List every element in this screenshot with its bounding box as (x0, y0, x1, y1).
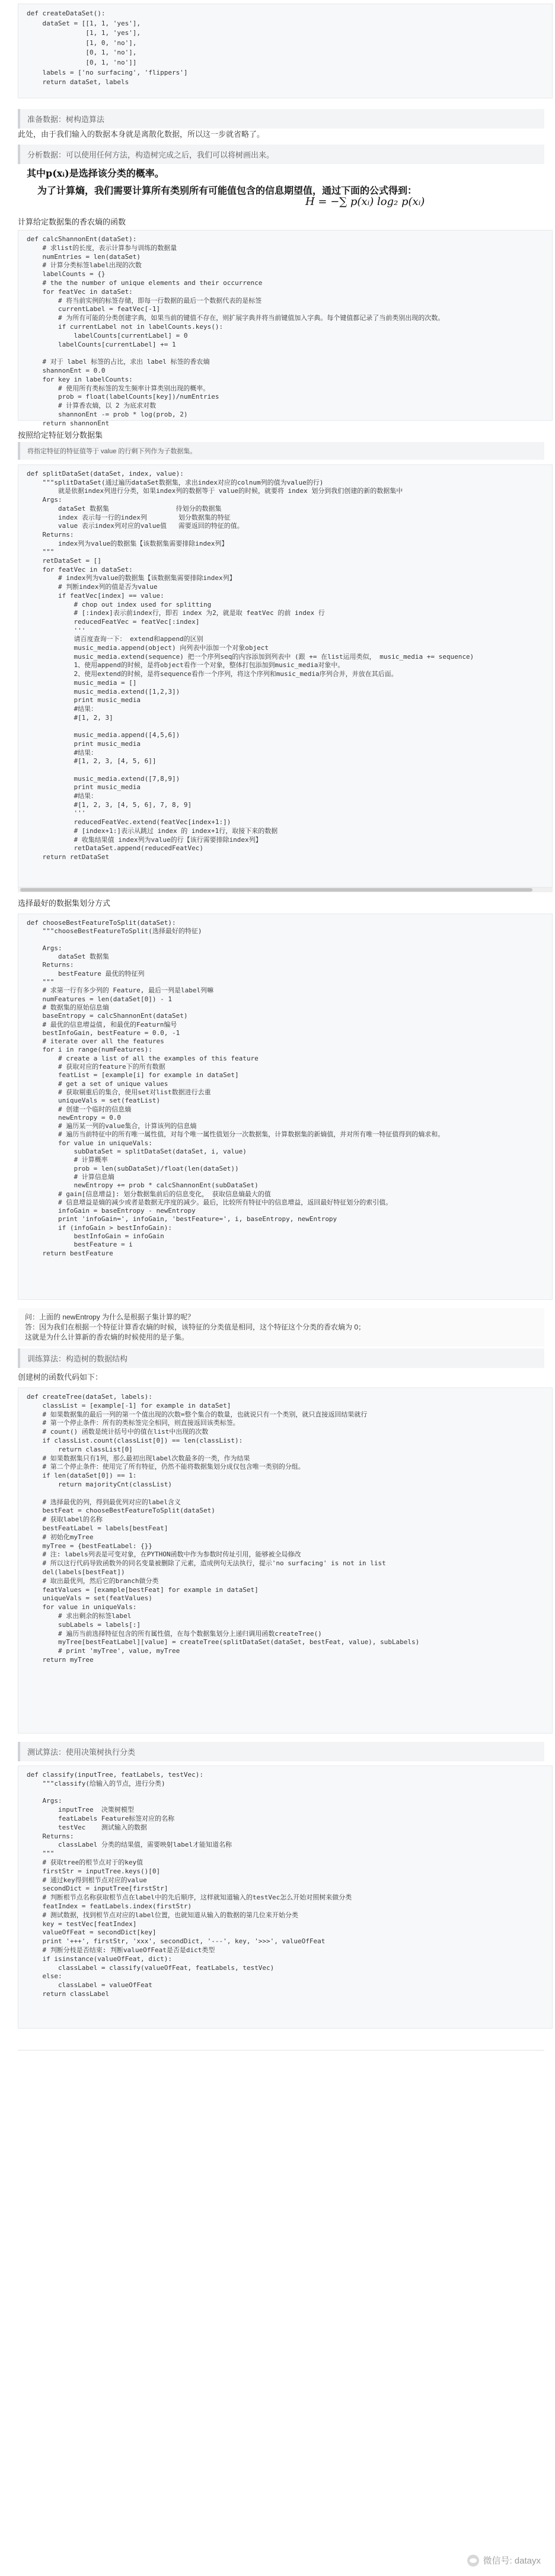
note-newentropy (18, 1308, 544, 1347)
watermark-text: 微信号: datayx (483, 2556, 541, 2566)
entropy-formula-image (27, 166, 537, 209)
code-block-create-dataset (18, 4, 553, 98)
code-text: def createTree(dataSet, labels): classList = [example[-1] for example in dataSet] # 如果数据集的最后一列的第一个值出现的次数=整个集合的数量，也就说只有一个类别，就只直接返回结果就行 # 第一个停止条件：所有的类标签完全相同，则直接返回该类标签。 # count() 函数是统计括号中的值在list中出现的次数 if classList.count(classList[0]) == len(classList): return classList[0] # 如果数据集只有1列，那么最初出现label次数最多的一类，作为结果 # 第二个停止条件：使用完了所有特征，仍然不能将数据集划分成仅包含唯一类别的分组。 if len(dataSet[0]) == 1: return majorityCnt(classList) # 选择最优的列，得到最优列对应的label含义 bestFeat = chooseBestFeatureToSplit(dataSet) # 获取label的名称 bestFeatLabel = labels[bestFeat] # 初始化myTree myTree = {bestFeatLabel: {}} # 注: labels列表是可变对象，在PYTHON函数中作为参数时传址引用，能够被全局修改 # 所以这行代码导致函数外的同名变量被删除了元素，造成例句无法执行，提示'no surfacing' is not in list del(labels[bestFeat]) # 取出最优列，然后它的branch做分类 featValues = [example[bestFeat] for example in dataSet] uniqueVals = set(featValues) for value in uniqueVals: # 求出剩余的标签label subLabels = labels[:] # 遍历当前选择特征包含的所有属性值，在每个数据集划分上递归调用函数createTree() myTree[bestFeatLabel][value] = createTree(splitDataSet(dataSet, bestFeat, value), subLabels) # print 'myTree', value, myTree return myTree (27, 1393, 420, 1664)
heading-entropy-function: 计算给定数据集的香农熵的函数 (18, 217, 126, 226)
heading-best-split: 选择最好的数据集划分方式 (18, 899, 111, 908)
code-block-best-feature (18, 914, 553, 1300)
quote-analyze-data: 分析数据：可以使用任何方法，构造树完成之后，我们可以将树画出来。 (18, 145, 544, 164)
code-text: def splitDataSet(dataSet, index, value): """splitDataSet(通过遍历dataSet数据集，求出index对应的colnum列的值为value的行) 就是依据index列进行分类，如果index列的数据等于 value的时候，就要将 index 划分到我们创建的新的数据集中 Args: dataSet 数据集 待划分的数据集 index 表示每一行的index列 划分数据集的特征 value 表示index列对应的value值 需要返回的特征的值。 Returns: index列为value的数据集【该数据集需要排除index列】 """ retDataSet = [] for featVec in dataSet: # index列为value的数据集【该数据集需要排除index列】 # 判断index列的值是否为value if featVec[index] == value: # chop out index used for splitting # [:index]表示前index行，即若 index 为2，就是取 featVec 的前 index 行 reducedFeatVec = featVec[:index] ''' 请百度查询一下： extend和append的区别 music_media.append(object) 向列表中添加一个对象object music_media.extend(sequence) 把一个序列seq的内容添加到列表中 (跟 += 在list运用类似， music_media += sequence) 1、使用append的时候，是将object看作一个对象，整体打包添加到music_media对象中。 2、使用extend的时候，是将sequence看作一个序列，将这个序列和music_media序列合并，并放在其后面。 music_media = [] music_media.extend([1,2,3]) print music_media #结果： #[1, 2, 3] music_media.append([4,5,6]) print music_media #结果： #[1, 2, 3, [4, 5, 6]] music_media.extend([7,8,9]) print music_media #结果： #[1, 2, 3, [4, 5, 6], 7, 8, 9] ''' reducedFeatVec.extend(featVec[index+1:]) # [index+1:]表示从跳过 index 的 index+1行，取接下来的数据 # 收集结果值 index列为value的行【该行需要排除index列】 retDataSet.append(reducedFeatVec) return retDataSet (27, 470, 474, 861)
quote-split-dataset: 将指定特征的特征值等于 value 的行剩下列作为子数据集。 (18, 442, 544, 460)
code-text: def chooseBestFeatureToSplit(dataSet): """chooseBestFeatureToSplit(选择最好的特征) Args: dataSet 数据集 Returns: bestFeature 最优的特征列 """ # 求第一行有多少列的 Feature, 最后一列是label列嘛 numFeatures = len(dataSet[0]) - 1 # 数据集的原始信息熵 baseEntropy = calcShannonEnt(dataSet) # 最优的信息增益值, 和最优的Featurn编号 bestInfoGain, bestFeature = 0.0, -1 # iterate over all the features for i in range(numFeatures): # create a list of all the examples of this feature # 获取对应的feature下的所有数据 featList = [example[i] for example in dataSet] # get a set of unique values # 获取剔重后的集合，使用set对list数据进行去重 uniqueVals = set(featList) # 创建一个临时的信息熵 newEntropy = 0.0 # 遍历某一列的value集合，计算该列的信息熵 # 遍历当前特征中的所有唯一属性值，对每个唯一属性值划分一次数据集，计算数据集的新熵值，并对所有唯一特征值得到的熵求和。 for value in uniqueVals: subDataSet = splitDataSet(dataSet, i, value) # 计算概率 prob = len(subDataSet)/float(len(dataSet)) # 计算信息熵 newEntropy += prob * calcShannonEnt(subDataSet) # gain[信息增益]: 划分数据集前后的信息变化， 获取信息熵最大的值 # 信息增益是熵的减少或者是数据无序度的减少。最后，比较所有特征中的信息增益，返回最好特征划分的索引值。 infoGain = baseEntropy - newEntropy print 'infoGain=', infoGain, 'bestFeature=', i, baseEntropy, newEntropy if (infoGain > bestInfoGain): bestInfoGain = infoGain bestFeature = i return bestFeature (27, 919, 445, 1257)
heading-split-dataset: 按照给定特征划分数据集 (18, 431, 103, 440)
formula-text-line1: 其中p(xᵢ)是选择该分类的概率。 (27, 168, 164, 179)
paragraph-prepare: 此处，由于我们输入的数据本身就是离散化数据，所以这一步就省略了。 (18, 130, 265, 139)
quote-prepare-data: 准备数据：树构造算法 (18, 109, 544, 129)
watermark (467, 2554, 541, 2567)
paragraph-create-tree: 创建树的函数代码如下： (18, 1373, 103, 1382)
scrollbar-thumb[interactable] (20, 888, 532, 892)
entropy-formula: H = −∑ p(xᵢ) log₂ p(xᵢ) (305, 196, 425, 208)
note-answer: 答：因为我们在根据一个特征计算香农熵的时候，该特征的分类值是相同，这个特征这个分类的香农熵为 0； (25, 1323, 366, 1331)
formula-text-line2: 为了计算熵，我们需要计算所有类别所有可能值包含的信息期望值，通过下面的公式得到： (37, 185, 417, 196)
quote-train-algorithm: 训练算法：构造树的数据结构 (18, 1348, 544, 1368)
code-block-split (18, 464, 553, 887)
code-text: def classify(inputTree, featLabels, testVec): """classify(给输入的节点，进行分类) Args: inputTree 决策树模型 featLabels Feature标签对应的名称 testVec 测试输入的数据 Returns: classLabel 分类的结果值，需要映射label才能知道名称 """ # 获取tree的根节点对于的key值 firstStr = inputTree.keys()[0] # 通过key得到根节点对应的value secondDict = inputTree[firstStr] # 判断根节点名称获取根节点在label中的先后顺序，这样就知道输入的testVec怎么开始对照树来做分类 featIndex = featLabels.index(firstStr) # 测试数据，找到根节点对应的label位置，也就知道从输入的数据的第几位来开始分类 key = testVec[featIndex] valueOfFeat = secondDict[key] print '+++', firstStr, 'xxx', secondDict, '---', key, '>>>', valueOfFeat # 判断分枝是否结束: 判断valueOfFeat是否是dict类型 if isinstance(valueOfFeat, dict): classLabel = classify(valueOfFeat, featLabels, testVec) else: classLabel = valueOfFeat return classLabel (27, 1771, 352, 1998)
code-text: def calcShannonEnt(dataSet): # 求list的长度，表示计算参与训练的数据量 numEntries = len(dataSet) # 计算分类标签label出现的次数 labelCounts = {} # the the number of unique elements and their occurrence for featVec in dataSet: # 将当前实例的标签存储，即每一行数据的最后一个数据代表的是标签 currentLabel = featVec[-1] # 为所有可能的分类创建字典，如果当前的键值不存在，则扩展字典并将当前键值加入字典。每个键值都记录了当前类别出现的次数。 if currentLabel not in labelCounts.keys(): labelCounts[currentLabel] = 0 labelCounts[currentLabel] += 1 # 对于 label 标签的占比，求出 label 标签的香农熵 shannonEnt = 0.0 for key in labelCounts: # 使用所有类标签的发生频率计算类别出现的概率。 prob = float(labelCounts[key])/numEntries # 计算香农熵，以 2 为底求对数 shannonEnt -= prob * log(prob, 2) return shannonEnt (27, 235, 445, 427)
wechat-icon (467, 2555, 479, 2567)
note-question: 问：上面的 newEntropy 为什么是根据子集计算的呢？ (25, 1313, 195, 1321)
code-text: def createDataSet(): dataSet = [[1, 1, 'yes'], [1, 1, 'yes'], [1, 0, 'no'], [0, 1, 'no'], [0, 1, 'no']] labels = ['no surfacing', 'flippers'] return dataSet, labels (27, 9, 188, 86)
code-block-entropy (18, 230, 553, 427)
code-block-classify (18, 1766, 553, 2029)
quote-test-algorithm: 测试算法：使用决策树执行分类 (18, 1742, 544, 1761)
note-answer-2: 这就是为什么计算新的香农熵的时候使用的是子集。 (25, 1333, 189, 1341)
code-block-create-tree (18, 1388, 553, 1734)
